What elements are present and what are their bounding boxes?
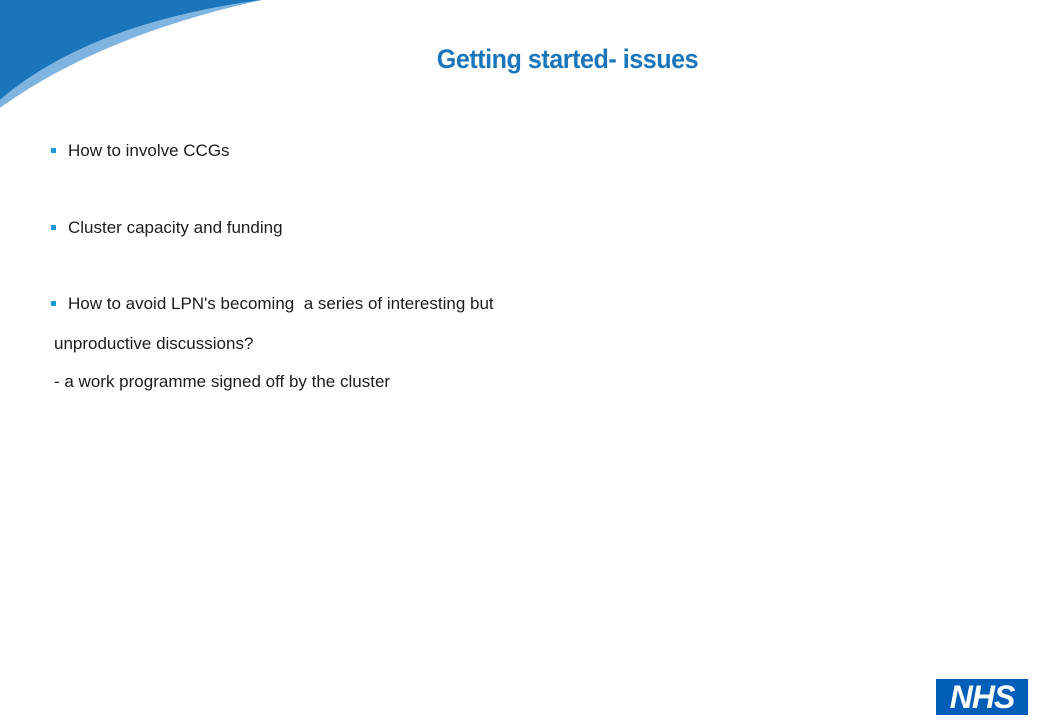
continuation-line-2: - a work programme signed off by the cluster — [54, 372, 391, 391]
continuation-line-1: unproductive discussions? — [54, 334, 254, 353]
bullet-item-3: How to avoid LPN's becoming a series of interesting but — [68, 294, 494, 313]
nhs-logo-text: NHS — [949, 679, 1015, 715]
bullet-item-1: How to involve CCGs — [68, 141, 230, 160]
bullet-marker-2 — [51, 225, 56, 230]
slide-title: Getting started- issues — [436, 44, 699, 74]
bullet-marker-3 — [51, 301, 56, 306]
nhs-logo — [936, 679, 1028, 715]
bullet-marker-1 — [51, 148, 56, 153]
bullet-item-2: Cluster capacity and funding — [68, 218, 283, 237]
